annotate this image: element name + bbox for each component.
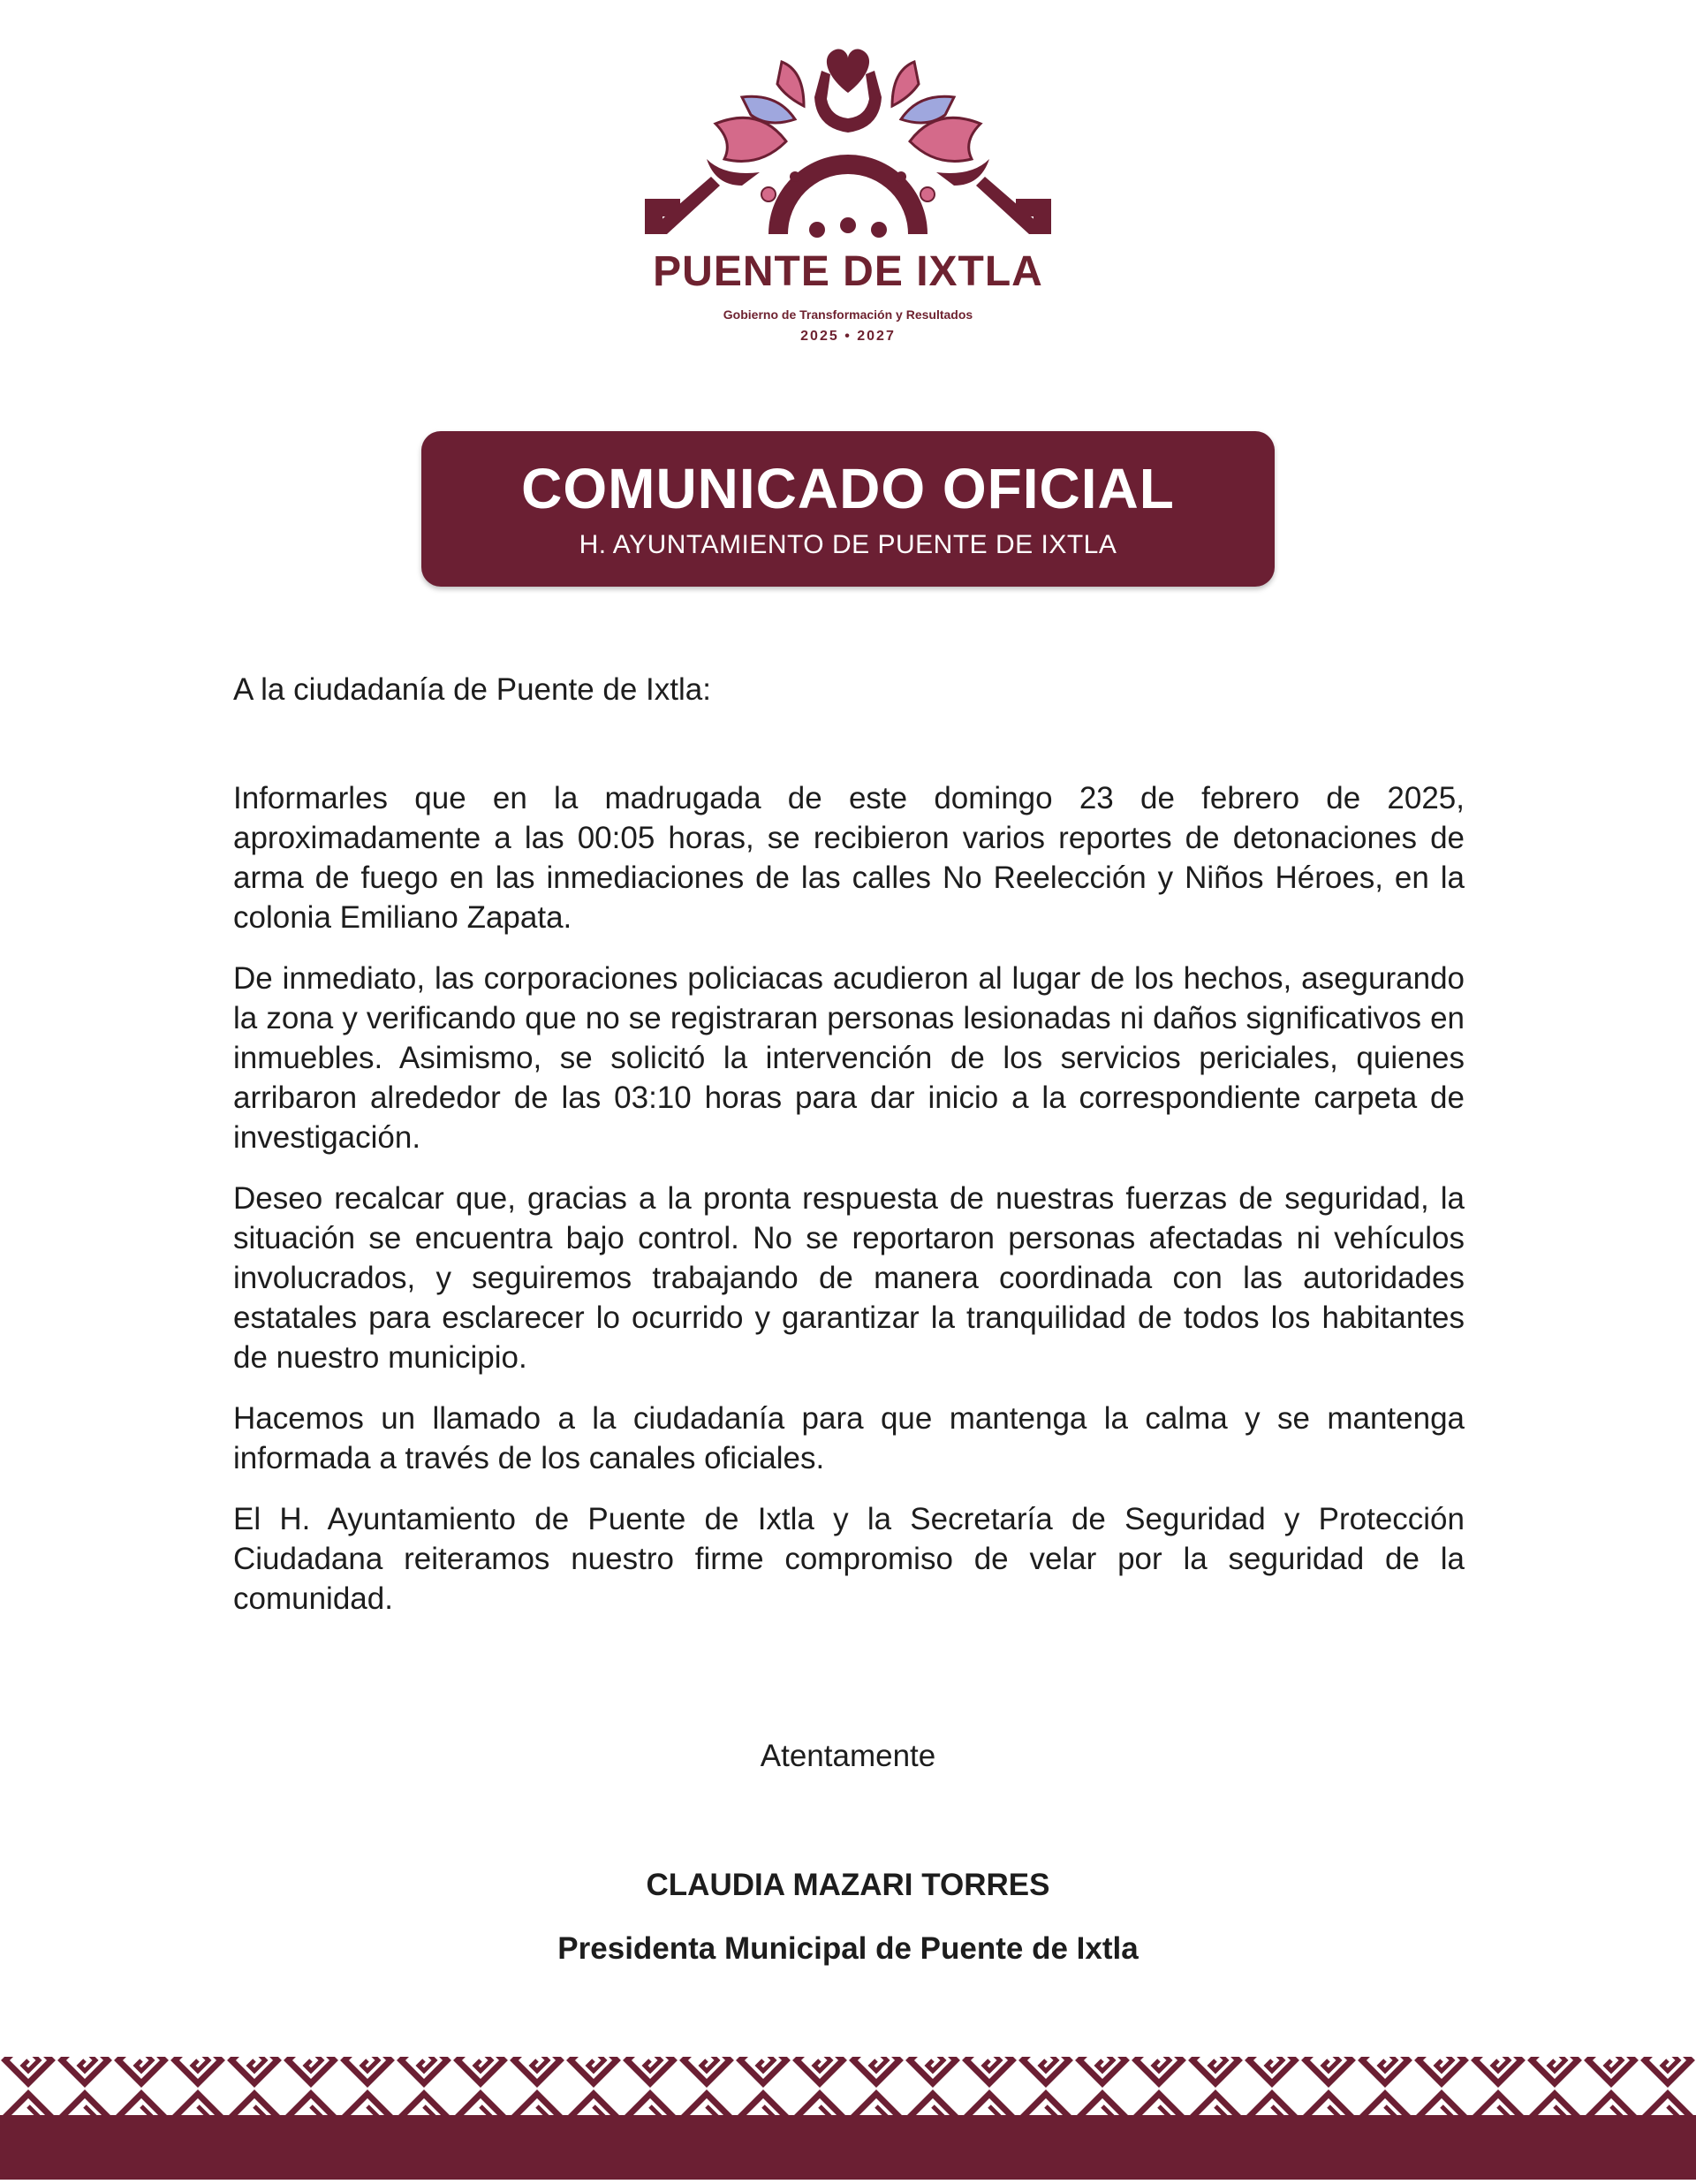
paragraph: Deseo recalcar que, gracias a la pronta respuesta de nuestras fuerzas de seguridad, la situación se encuentra bajo control. No se reportaron personas afectadas ni vehículos involucrados, y seguiremos trabajando de manera coordinada con las autoridades estatales para esclarecer lo ocurrido y garantizar la tranquilidad de todos los habitantes de nuestro municipio. (233, 1181, 1465, 1375)
paragraph: De inmediato, las corporaciones policiacas acudieron al lugar de los hechos, asegurando la zona y verificando que no se registraran personas lesionadas ni daños significativos en inmuebles. Asimismo, se solicitó la intervención de los servicios periciales, quienes arribaron alrededor de las 03:10 horas para dar inicio a la correspondiente carpeta de investigación. (233, 961, 1465, 1155)
logo-emblem-icon (627, 44, 1069, 247)
banner-title: COMUNICADO OFICIAL (521, 457, 1175, 520)
municipal-logo (627, 44, 1069, 362)
footer-pattern (0, 2032, 1696, 2180)
greca-pattern-icon (0, 2032, 1696, 2180)
logo-tagline: Gobierno de Transformación y Resultados (723, 307, 973, 322)
logo-title: PUENTE DE IXTLA (653, 248, 1043, 295)
letter-body (233, 670, 1465, 1640)
paragraph: Informarles que en la madrugada de este domingo 23 de febrero de 2025, aproximadamente a las 00:05 horas, se recibieron varios reportes de detonaciones de arma de fuego en las inmediaciones de las calles No Reelección y Niños Héroes, en la colonia Emiliano Zapata. (233, 781, 1465, 935)
closing: Atentamente (760, 1739, 936, 1773)
paragraph: Hacemos un llamado a la ciudadanía para que mantenga la calma y se mantenga informada a través de los canales oficiales. (233, 1401, 1465, 1475)
title-banner (421, 431, 1275, 587)
logo-period: 2025 • 2027 (800, 329, 896, 344)
salutation: A la ciudadanía de Puente de Ixtla: (233, 672, 711, 707)
signer-name: CLAUDIA MAZARI TORRES (646, 1868, 1050, 1902)
banner-subtitle: H. AYUNTAMIENTO DE PUENTE DE IXTLA (579, 530, 1117, 559)
signer-title: Presidenta Municipal de Puente de Ixtla (557, 1931, 1139, 1966)
paragraph: El H. Ayuntamiento de Puente de Ixtla y la Secretaría de Seguridad y Protección Ciudadana reiteramos nuestro firme compromiso de velar por la seguridad de la comunidad. (233, 1502, 1465, 1616)
